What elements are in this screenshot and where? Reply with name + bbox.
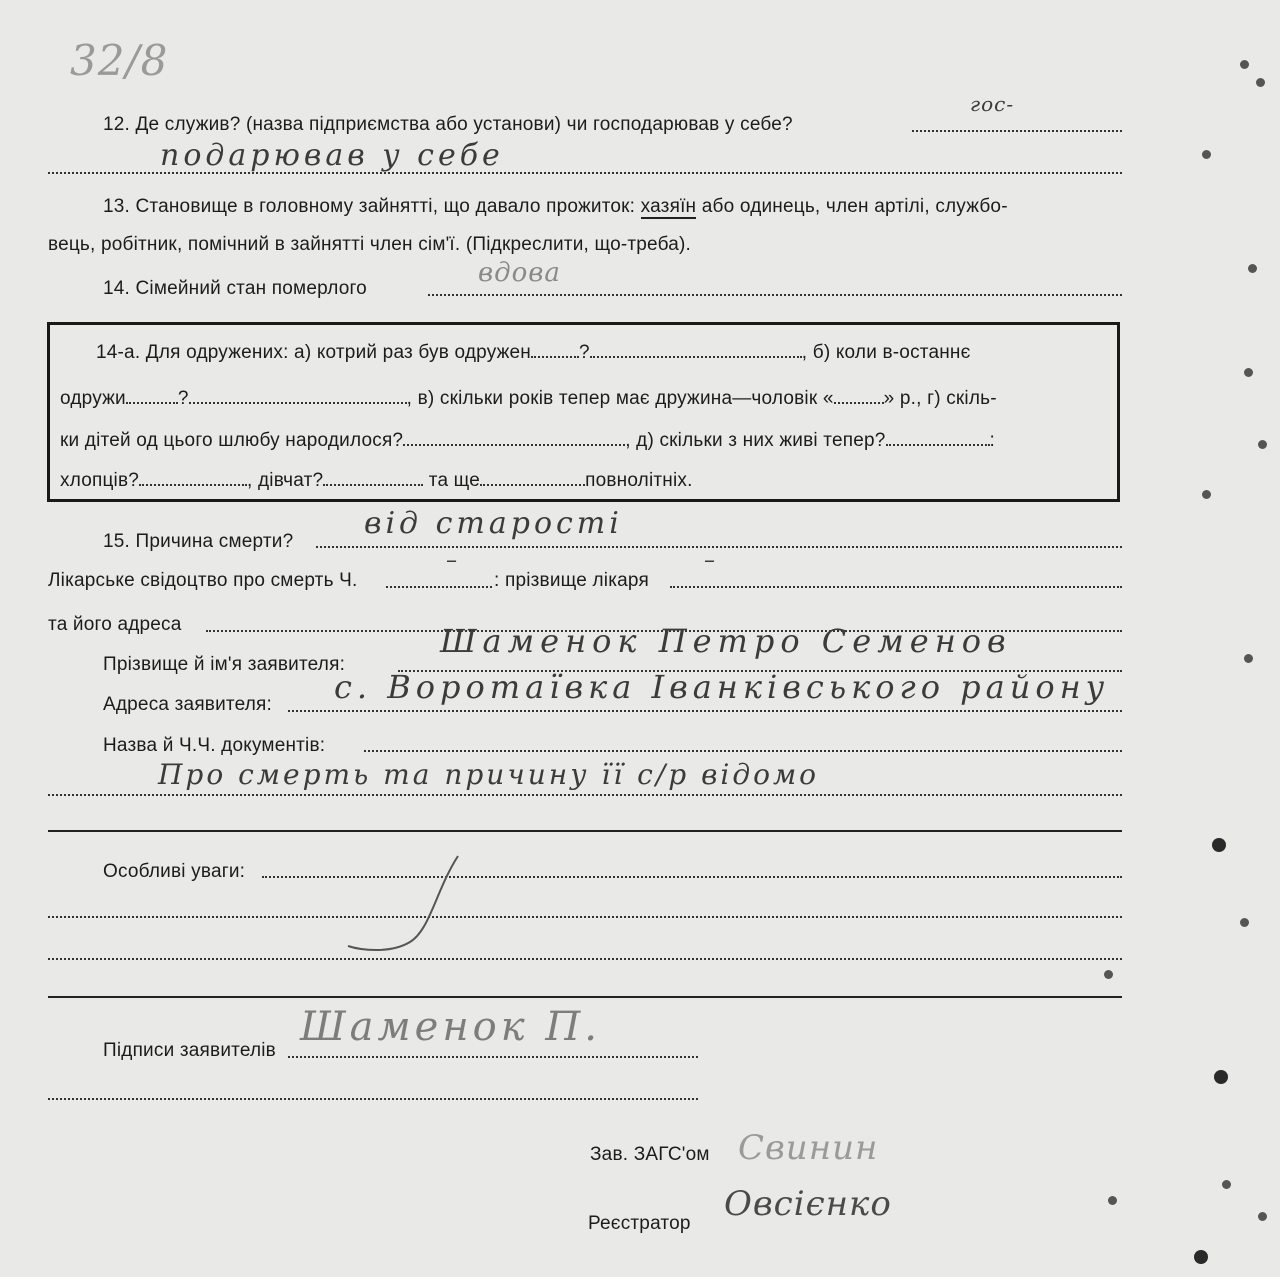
binding-hole — [1212, 838, 1226, 852]
q13-line-2: вець, робітник, помічний в зайнятті член сім'ї. (Підкреслити, що-треба). — [48, 234, 692, 255]
binding-hole — [1108, 1196, 1117, 1205]
applicant-address-line — [288, 710, 1122, 712]
notes-strike-mark — [340, 850, 480, 960]
binding-hole — [1240, 60, 1249, 69]
doctor-name-label: : прізвище лікаря — [494, 570, 649, 591]
q12-answer: подарював у себе — [160, 138, 504, 173]
binding-hole — [1240, 918, 1249, 927]
zags-head-label: Зав. ЗАГС'ом — [590, 1144, 710, 1165]
signatures-line-2 — [48, 1098, 698, 1100]
doctor-name-line — [670, 586, 1122, 588]
q14-answer-line — [428, 294, 1122, 296]
section-divider-2 — [48, 996, 1122, 998]
applicant-address-label: Адреса заявителя: — [103, 694, 272, 715]
q15-label: 15. Причина смерти? — [103, 531, 294, 552]
registrar-signature: Овсієнко — [724, 1184, 892, 1224]
q13-line-1: 13. Становище в головному зайнятті, що давало прожиток: хазяїн або одинець, член артілі, службо- — [103, 196, 1008, 217]
binding-hole — [1222, 1180, 1231, 1189]
binding-hole — [1248, 264, 1257, 273]
documents-label: Назва й Ч.Ч. документів: — [103, 735, 326, 756]
q13-underlined-choice: хазяїн — [640, 196, 697, 217]
applicant-name-value: Шаменок Петро Семенов — [440, 622, 1012, 660]
certificate-number-value: – — [446, 548, 458, 573]
q14a-line-3: ки дітей од цього шлюбу народилося? , д) скільки з них живі тепер? : — [60, 430, 995, 451]
binding-hole — [1258, 440, 1267, 449]
q14-answer: вдова — [478, 258, 561, 288]
binding-hole — [1244, 368, 1253, 377]
q15-answer-line — [316, 546, 1122, 548]
binding-hole — [1202, 150, 1211, 159]
notes-label: Особливі уваги: — [103, 861, 246, 882]
certificate-label: Лікарське свідоцтво про смерть Ч. — [48, 570, 358, 591]
q14a-line-4: хлопців? , дівчат? та ще повнолітніх. — [60, 470, 693, 491]
q12-answer-top: гос- — [970, 92, 1015, 116]
signatures-label: Підписи заявителів — [103, 1040, 276, 1061]
binding-hole — [1194, 1250, 1208, 1264]
registrar-label: Реєстратор — [588, 1213, 691, 1234]
corner-archive-note: 32/8 — [70, 36, 169, 85]
q12-label: 12. Де служив? (назва підприємства або установи) чи господарював у себе? — [103, 114, 793, 135]
binding-hole — [1244, 654, 1253, 663]
q14a-line-2: одружи ? , в) скільки років тепер має дружина—чоловік « » р., г) скіль- — [60, 388, 997, 409]
q14a-line-1: 14-а. Для одружених: а) котрий раз був одружен ? , б) коли в-останнє — [96, 342, 971, 363]
q12-answer-line-1 — [912, 130, 1122, 132]
notes-line-3 — [48, 958, 1122, 960]
documents-value: Про смерть та причину її с/р відомо — [158, 758, 820, 791]
binding-hole — [1258, 1212, 1267, 1221]
signatures-line-1 — [288, 1056, 698, 1058]
notes-line-2 — [48, 916, 1122, 918]
doctor-name-value: – — [704, 548, 716, 573]
zags-head-signature: Свинин — [738, 1128, 879, 1168]
binding-hole — [1214, 1070, 1228, 1084]
section-divider-1 — [48, 830, 1122, 832]
documents-line-1 — [364, 750, 1122, 752]
applicant-signature: Шаменок П. — [300, 1004, 601, 1050]
applicant-name-label: Прізвище й ім'я заявителя: — [103, 654, 346, 675]
binding-hole — [1104, 970, 1113, 979]
documents-line-2 — [48, 794, 1122, 796]
certificate-number-line — [386, 586, 492, 588]
q15-answer: від старості — [364, 506, 623, 541]
doctor-address-label: та його адреса — [48, 614, 182, 635]
applicant-address-value: с. Воротаївка Іванківського району — [334, 668, 1110, 706]
binding-hole — [1202, 490, 1211, 499]
binding-hole — [1256, 78, 1265, 87]
q14-label: 14. Сімейний стан померлого — [103, 278, 367, 299]
